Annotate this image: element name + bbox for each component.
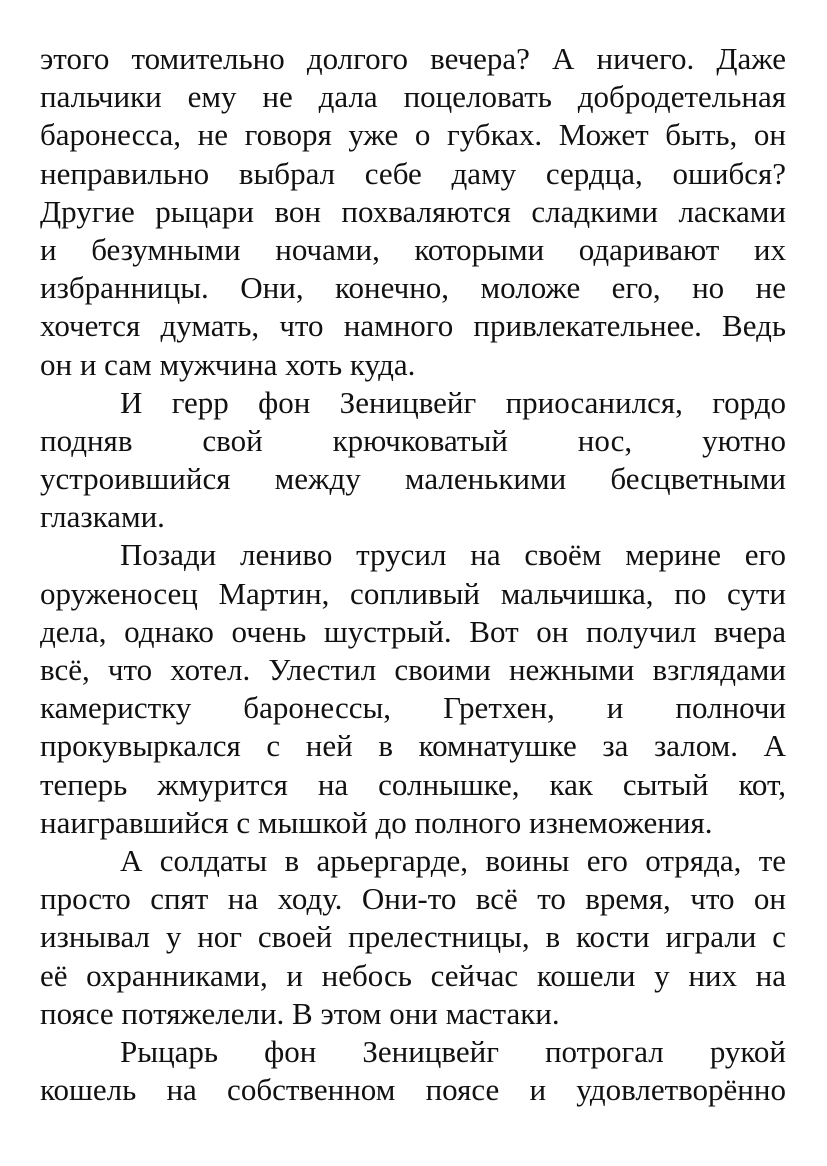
text-line: неправильно выбрал себе даму сердца, ошибся? xyxy=(40,155,786,191)
text-line: подняв свой крючковатый нос, уютно xyxy=(40,422,786,458)
paragraph-end-line: наигравшийся с мышкой до полного изнеможения. xyxy=(40,804,713,840)
text-line: изнывал у ног своей прелестницы, в кости играли с xyxy=(40,919,786,955)
text-line: и безумными ночами, которыми одаривают их xyxy=(40,231,786,267)
text-line: хочется думать, что намного привлекательнее. Ведь xyxy=(40,308,786,344)
text-line: просто спят на ходу. Они-то всё то время, что он xyxy=(40,881,786,917)
paragraph-end-line: глазками. xyxy=(40,499,165,535)
text-line: всё, что хотел. Улестил своими нежными взглядами xyxy=(40,652,786,687)
paragraph-first-line: А солдаты в арьергарде, воины его отряда, те xyxy=(120,842,786,878)
text-line: баронесса, не говоря уже о губках. Может быть, он xyxy=(40,117,786,153)
text-line: камеристку баронессы, Гретхен, и полночи xyxy=(40,690,786,726)
text-line: Другие рыцари вон похваляются сладкими ласками xyxy=(40,193,786,229)
text-line: прокувыркался с ней в комнатушке за залом. А xyxy=(40,728,786,764)
text-line: этого томительно долгого вечера? А ничего. Даже xyxy=(40,41,786,76)
paragraph-first-line: Позади лениво трусил на своём мерине его xyxy=(120,537,786,573)
text-line: её охранниками, и небось сейчас кошели у них на xyxy=(40,957,786,993)
document-page xyxy=(40,40,786,1109)
text-line: пальчики ему не дала поцеловать добродетельная xyxy=(40,79,786,115)
paragraph-end-line: он и сам мужчина хоть куда. xyxy=(40,346,416,382)
paragraph-first-line: И герр фон Зеницвейг приосанился, гордо xyxy=(120,384,786,420)
text-line: кошель на собственном поясе и удовлетворённо xyxy=(40,1072,786,1108)
text-line: оруженосец Мартин, сопливый мальчишка, по сути xyxy=(40,575,786,611)
paragraph-first-line: Рыцарь фон Зеницвейг потрогал рукой xyxy=(120,1033,786,1069)
text-line: устроившийся между маленькими бесцветными xyxy=(40,461,786,497)
text-line: теперь жмурится на солнышке, как сытый кот, xyxy=(40,766,786,802)
paragraph-end-line: поясе потяжелели. В этом они мастаки. xyxy=(40,995,560,1031)
text-line: избранницы. Они, конечно, моложе его, но не xyxy=(40,270,786,306)
text-line: дела, однако очень шустрый. Вот он получил вчера xyxy=(40,613,786,649)
